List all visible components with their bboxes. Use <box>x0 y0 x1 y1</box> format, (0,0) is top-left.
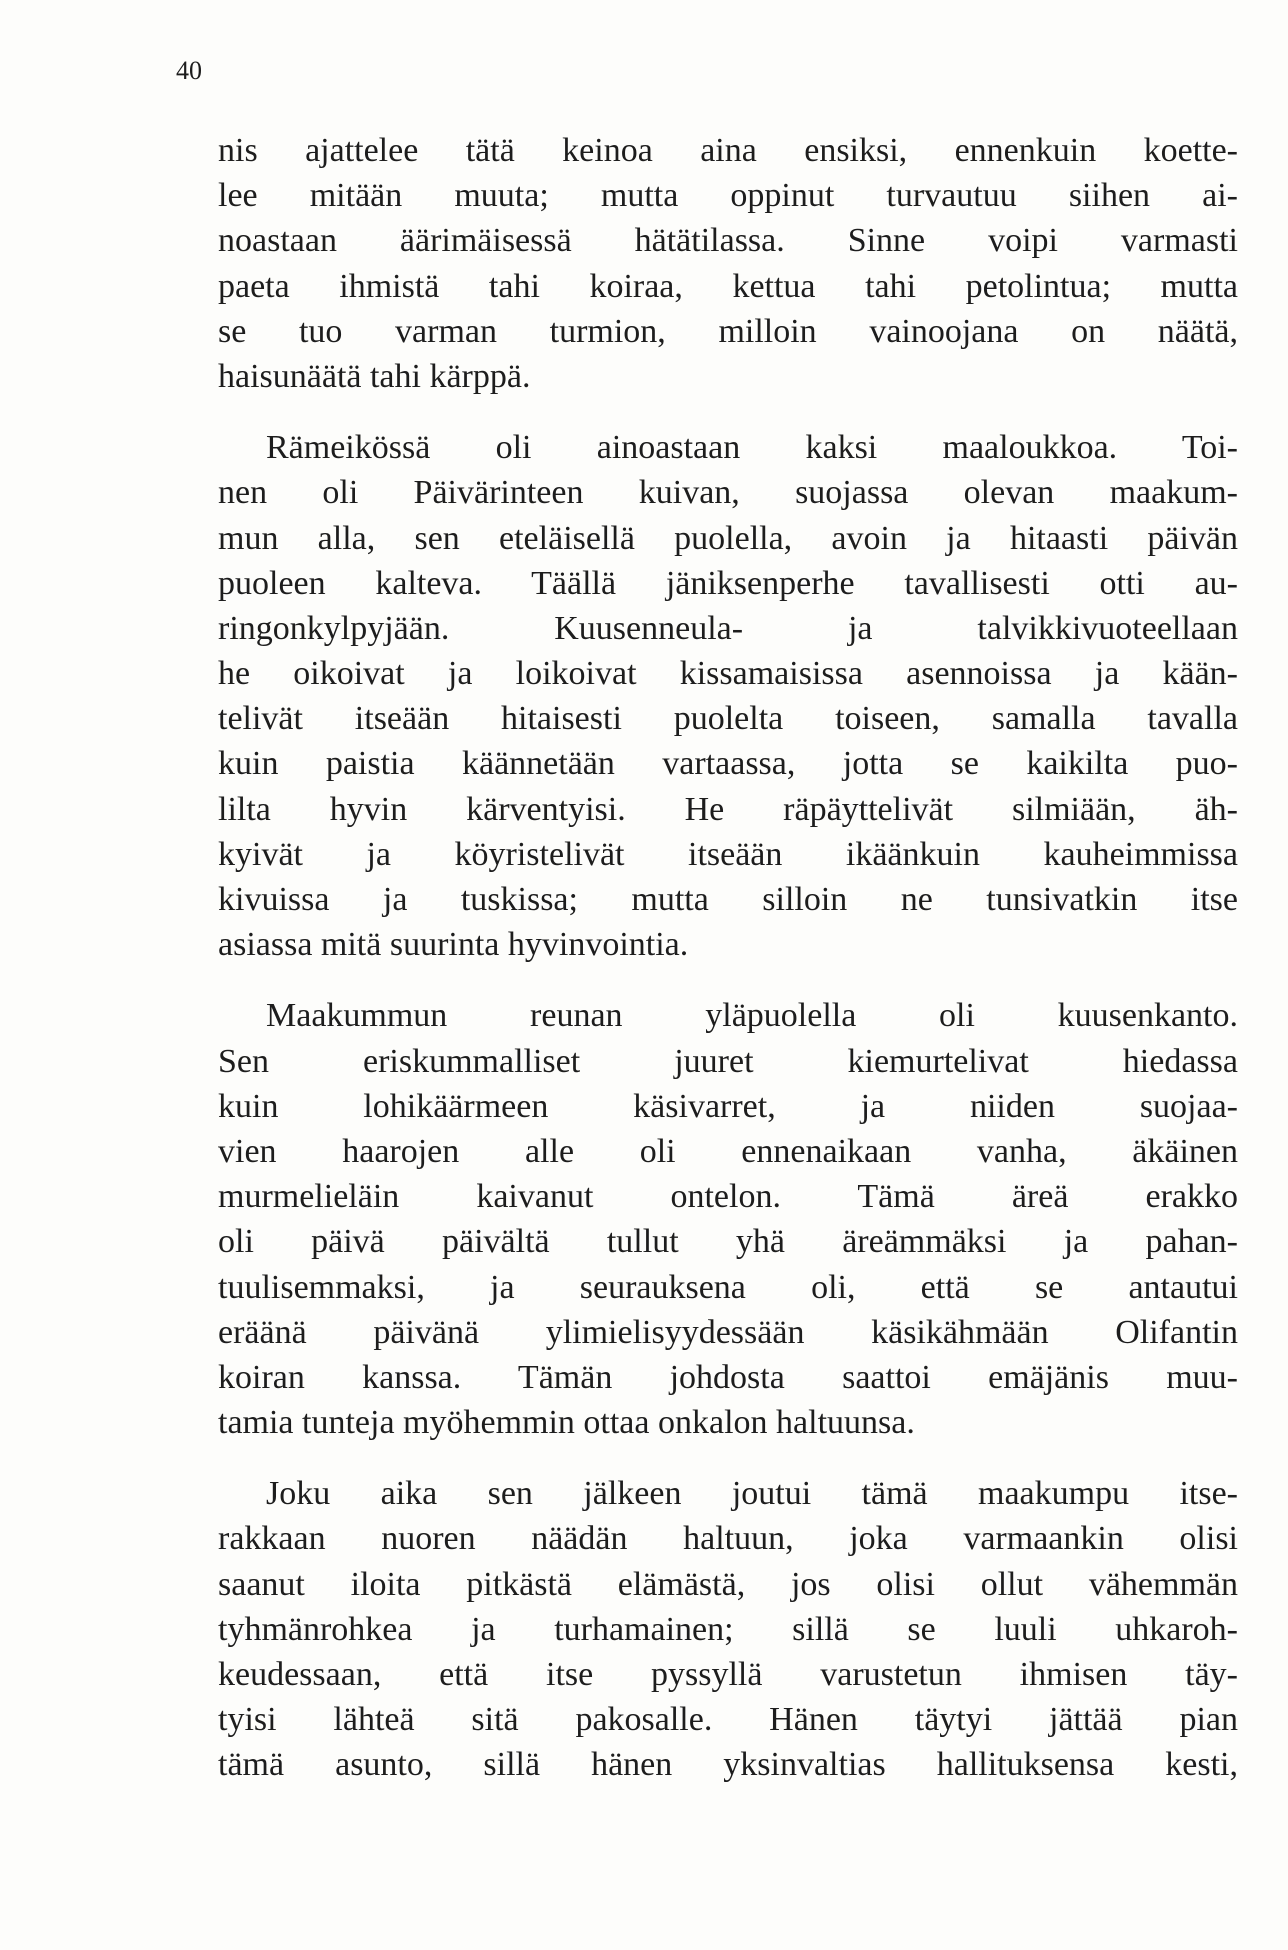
text-line: Joku aika sen jälkeen joutui tämä maakumpu itse- <box>266 1475 1238 1513</box>
text-line: vien haarojen alle oli ennenaikaan vanha, äkäinen <box>218 1132 1238 1170</box>
text-line: koiran kanssa. Tämän johdosta saattoi emäjänis muu- <box>218 1358 1238 1396</box>
text-line: Rämeikössä oli ainoastaan kaksi maaloukkoa. Toi- <box>266 429 1238 467</box>
text-line: kuin lohikäärmeen käsivarret, ja niiden suojaa- <box>218 1087 1238 1125</box>
paragraph-4 <box>218 1471 1238 1787</box>
text-line: se tuo varman turmion, milloin vainoojana on näätä, <box>218 312 1238 350</box>
text-line: nen oli Päivärinteen kuivan, suojassa olevan maakum- <box>218 474 1238 512</box>
text-line: kyivät ja köyristelivät itseään ikäänkuin kauheimmissa <box>218 835 1238 873</box>
text-line: puoleen kalteva. Täällä jäniksenperhe tavallisesti otti au- <box>218 564 1238 602</box>
text-line: haisunäätä tahi kärppä. <box>218 357 531 395</box>
text-line: mun alla, sen eteläisellä puolella, avoin ja hitaasti päivän <box>218 519 1238 557</box>
text-line: tämä asunto, sillä hänen yksinvaltias hallituksensa kesti, <box>218 1746 1238 1784</box>
text-line: tuulisemmaksi, ja seurauksena oli, että se antautui <box>218 1268 1238 1306</box>
text-line: telivät itseään hitaisesti puolelta toiseen, samalla tavalla <box>218 700 1238 738</box>
text-line: tyhmänrohkea ja turhamainen; sillä se luuli uhkaroh- <box>218 1610 1238 1648</box>
text-line: paeta ihmistä tahi koiraa, kettua tahi petolintua; mutta <box>218 267 1238 305</box>
text-line: keudessaan, että itse pyssyllä varustetun ihmisen täy- <box>218 1656 1238 1693</box>
text-line: ringonkylpyjään. Kuusenneula- ja talvikkivuoteellaan <box>218 609 1238 647</box>
text-line: noastaan äärimäisessä hätätilassa. Sinne voipi varmasti <box>218 222 1238 260</box>
text-line: asiassa mitä suurinta hyvinvointia. <box>218 926 689 964</box>
page-number: 40 <box>176 56 202 85</box>
text-line: Maakummun reunan yläpuolella oli kuusenkanto. <box>266 997 1238 1035</box>
paragraph-3 <box>218 993 1238 1445</box>
text-line: nis ajattelee tätä keinoa aina ensiksi, ennenkuin koette- <box>218 132 1238 169</box>
text-line: lilta hyvin kärventyisi. He räpäyttelivät silmiään, äh- <box>218 790 1238 828</box>
text-line: tamia tunteja myöhemmin ottaa onkalon haltuunsa. <box>218 1404 915 1442</box>
text-line: he oikoivat ja loikoivat kissamaisissa asennoissa ja kään- <box>218 655 1238 693</box>
text-line: oli päivä päivältä tullut yhä äreämmäksi ja pahan- <box>218 1223 1238 1261</box>
text-line: tyisi lähteä sitä pakosalle. Hänen täytyi jättää pian <box>218 1701 1238 1739</box>
text-line: rakkaan nuoren näädän haltuun, joka varmaankin olisi <box>218 1520 1238 1558</box>
text-line: lee mitään muuta; mutta oppinut turvautuu siihen ai- <box>218 177 1238 215</box>
paragraph-2 <box>218 425 1238 967</box>
text-line: eräänä päivänä ylimielisyydessään käsikähmään Olifantin <box>218 1313 1238 1351</box>
text-line: kivuissa ja tuskissa; mutta silloin ne tunsivatkin itse <box>218 881 1238 918</box>
text-line: murmelieläin kaivanut ontelon. Tämä äreä erakko <box>218 1178 1238 1216</box>
paragraph-1 <box>218 128 1238 399</box>
body-text <box>218 128 1238 1814</box>
text-line: kuin paistia käännetään vartaassa, jotta se kaikilta puo- <box>218 745 1238 783</box>
text-line: saanut iloita pitkästä elämästä, jos olisi ollut vähemmän <box>218 1565 1238 1603</box>
text-line: Sen eriskummalliset juuret kiemurtelivat hiedassa <box>218 1042 1238 1080</box>
